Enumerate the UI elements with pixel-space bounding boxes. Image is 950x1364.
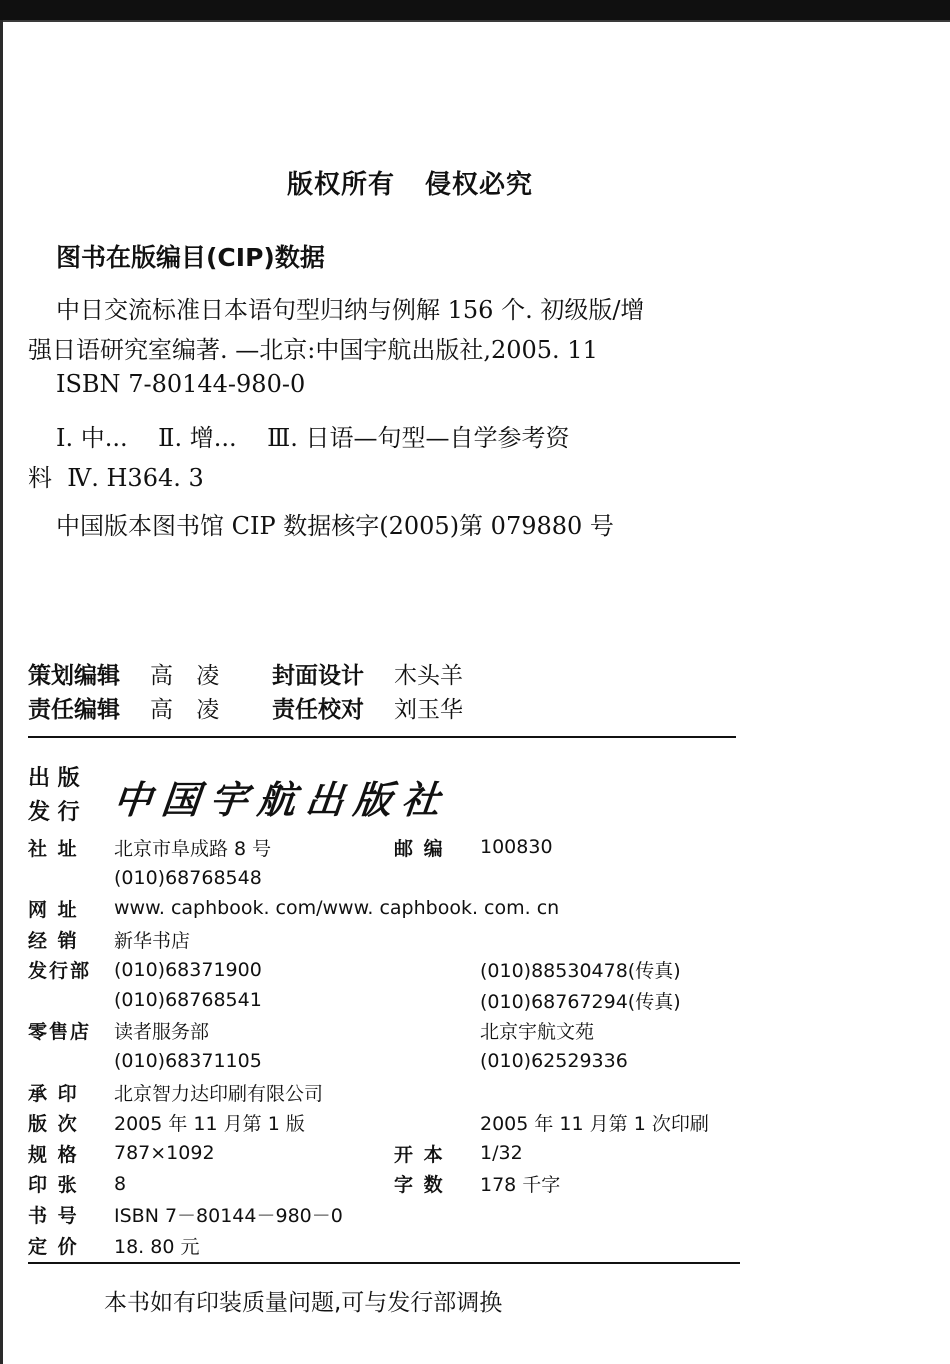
pub-key: 网 址	[28, 898, 79, 921]
cip-line: 中日交流标准日本语句型归纳与例解 156 个. 初级版/增	[56, 296, 645, 324]
staff-value: 高 凌	[150, 662, 228, 689]
staff-row	[28, 656, 463, 690]
pub-row	[28, 863, 709, 894]
pub-value: (010)68768541	[114, 989, 262, 1012]
staff-label: 封面设计	[272, 662, 364, 689]
copyright-text-2: 侵权必究	[425, 170, 534, 200]
pub-key: 版 次	[28, 1113, 79, 1136]
pub-row	[28, 1169, 709, 1200]
pub-value: 787×1092	[114, 1142, 215, 1165]
pub-rows	[28, 832, 709, 1260]
cip-heading: 图书在版编目(CIP)数据	[56, 243, 325, 272]
pub-row	[28, 1230, 709, 1261]
staff-label: 责任校对	[272, 696, 364, 723]
pub-value-2: 178 千字	[480, 1174, 561, 1197]
pub-row	[28, 832, 709, 863]
pub-value: (010)68768548	[114, 866, 262, 889]
pub-value-2: (010)68767294(传真)	[480, 990, 681, 1013]
cip-line: 中国版本图书馆 CIP 数据核字(2005)第 079880 号	[56, 512, 614, 540]
scan-left-edge	[0, 20, 3, 1364]
pub-key: 社 址	[28, 837, 79, 860]
pub-row	[28, 1138, 709, 1169]
cip-line: 强日语研究室编著. —北京:中国宇航出版社,2005. 11	[28, 336, 598, 364]
pub-value-2: 北京宇航文苑	[480, 1021, 595, 1044]
pub-value: ISBN 7－80144－980－0	[114, 1204, 343, 1227]
pub-value-2: (010)62529336	[480, 1050, 628, 1073]
staff-value: 高 凌	[150, 696, 228, 723]
pub-value: 读者服务部	[114, 1021, 210, 1044]
publisher-label: 出 版 发 行	[28, 766, 80, 825]
pub-value-2: 1/32	[480, 1142, 523, 1165]
pub-value-2: (010)88530478(传真)	[480, 960, 681, 983]
print-quality-note: 本书如有印装质量问题,可与发行部调换	[104, 1290, 503, 1316]
pub-key-2: 字 数	[394, 1174, 445, 1197]
pub-key: 零售店	[28, 1021, 92, 1044]
pub-row	[28, 1016, 709, 1047]
pub-key: 承 印	[28, 1082, 79, 1105]
scan-top-edge	[0, 0, 950, 22]
divider-rule	[28, 736, 736, 738]
publication-info	[28, 760, 709, 1260]
staff-credits	[28, 656, 463, 724]
copyright-notice	[0, 164, 820, 201]
pub-value: 北京市阜成路 8 号	[114, 837, 272, 860]
staff-value: 木头羊	[394, 662, 463, 689]
staff-value: 刘玉华	[394, 696, 463, 723]
pub-key: 规 格	[28, 1143, 79, 1166]
pub-value: 8	[114, 1172, 127, 1195]
pub-value: 2005 年 11 月第 1 版	[114, 1113, 305, 1136]
pub-row	[28, 893, 709, 924]
pub-value: (010)68371900	[114, 958, 262, 981]
pub-key-2: 开 本	[394, 1143, 445, 1166]
pub-value: 18. 80 元	[114, 1235, 200, 1258]
pub-key: 印 张	[28, 1174, 79, 1197]
cip-line: Ⅰ. 中... Ⅱ. 增... Ⅲ. 日语—句型—自学参考资	[56, 424, 570, 452]
pub-value: www. caphbook. com/www. caphbook. com. cn	[114, 897, 560, 920]
pub-row	[28, 1046, 709, 1077]
pub-key: 定 价	[28, 1235, 79, 1258]
pub-row	[28, 1107, 709, 1138]
pub-key: 经 销	[28, 929, 79, 952]
staff-row	[28, 690, 463, 724]
pub-value-2: 2005 年 11 月第 1 次印刷	[480, 1113, 709, 1136]
pub-row	[28, 1199, 709, 1230]
divider-rule	[28, 1262, 740, 1264]
copyright-text-1: 版权所有	[286, 170, 395, 200]
pub-value: 新华书店	[114, 929, 191, 952]
pub-row	[28, 1077, 709, 1108]
pub-key: 发行部	[28, 960, 92, 983]
publisher-row	[28, 760, 709, 832]
cip-line: 料 Ⅳ. H364. 3	[28, 464, 204, 492]
publisher-logo-name: 中国宇航出版社	[111, 776, 453, 822]
pub-value: 北京智力达印刷有限公司	[114, 1082, 324, 1105]
pub-row	[28, 954, 709, 985]
pub-key-2: 邮 编	[394, 837, 445, 860]
pub-row	[28, 985, 709, 1016]
pub-key: 书 号	[28, 1204, 79, 1227]
cip-line: ISBN 7-80144-980-0	[56, 370, 306, 398]
staff-label: 策划编辑	[28, 662, 120, 689]
pub-row	[28, 924, 709, 955]
staff-label: 责任编辑	[28, 696, 120, 723]
pub-value: (010)68371105	[114, 1050, 262, 1073]
pub-value-2: 100830	[480, 836, 553, 859]
